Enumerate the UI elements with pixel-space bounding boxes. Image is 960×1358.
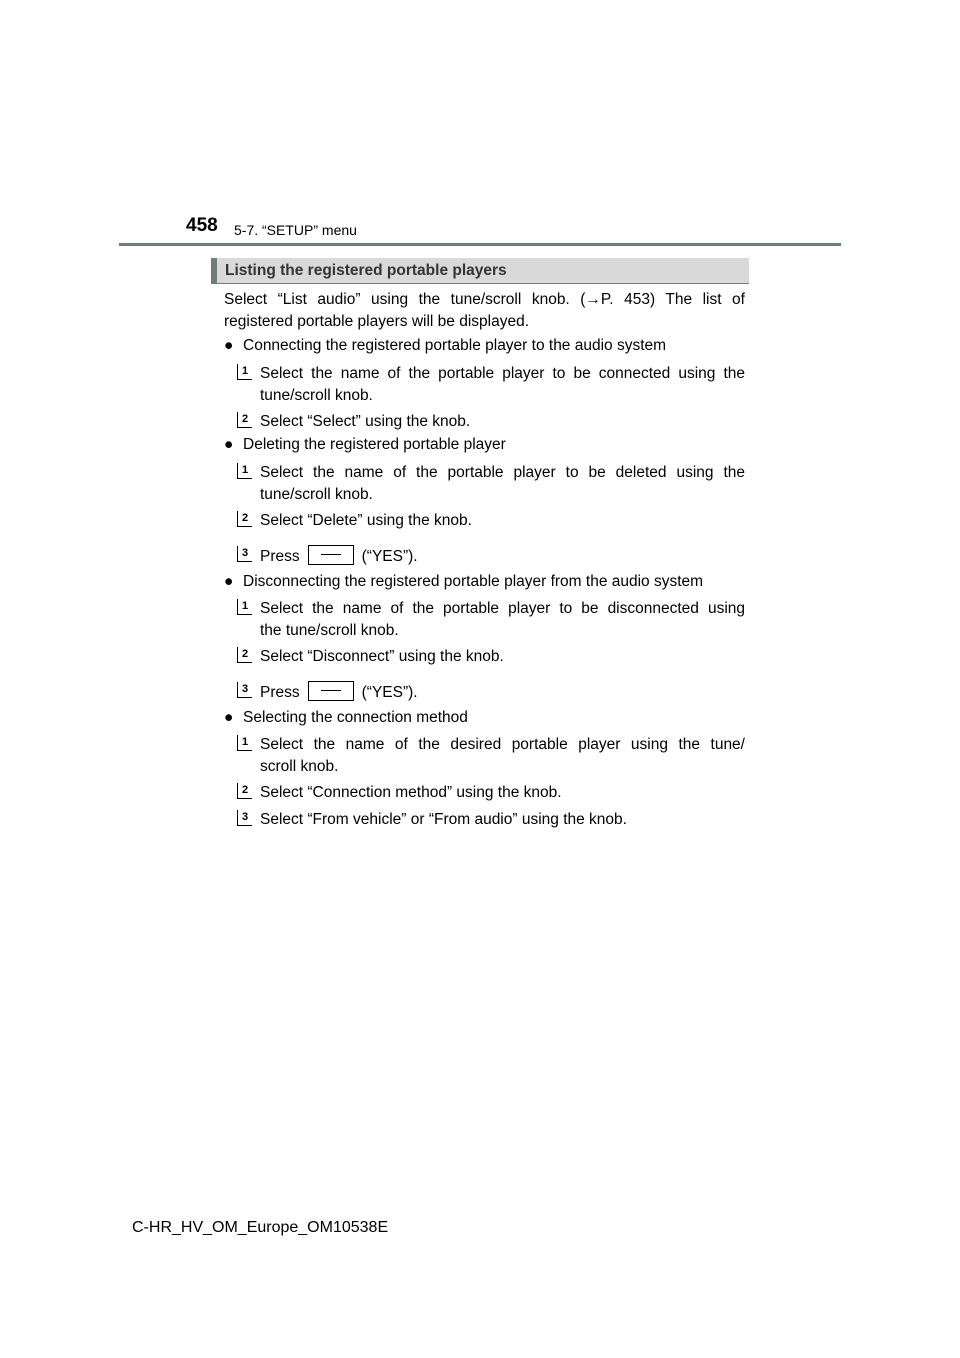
bullet-deleting <box>224 434 745 456</box>
bullet-disconnecting <box>224 571 745 593</box>
step-number-box: 1 <box>237 364 252 380</box>
step-number-box: 2 <box>237 647 252 663</box>
step-text <box>260 598 745 642</box>
step-line: Select the name of the portable player to be disconnected using <box>260 600 745 617</box>
step-line: Select “Delete” using the knob. <box>260 512 472 529</box>
yes-key-icon <box>308 681 354 701</box>
step-text <box>260 411 745 433</box>
subheading-bar <box>211 258 749 284</box>
bullet-dot: ● <box>224 436 234 453</box>
step-number-box: 2 <box>237 511 252 527</box>
bullet-dot: ● <box>224 573 234 590</box>
bullet-text: Selecting the connection method <box>243 709 468 726</box>
bullet-dot: ● <box>224 709 234 726</box>
step-text <box>260 681 745 704</box>
press-label: Press <box>260 548 300 565</box>
header-rule <box>119 243 841 246</box>
bullet-connection-method <box>224 707 745 729</box>
step-number-box: 1 <box>237 599 252 615</box>
step-number-box: 3 <box>237 810 252 826</box>
step-line: Select the name of the portable player to be deleted using the <box>260 464 745 481</box>
step-line: Select “From vehicle” or “From audio” using the knob. <box>260 811 627 828</box>
step-text <box>260 545 745 568</box>
subheading-title: Listing the registered portable players <box>225 262 507 279</box>
step-number-box: 1 <box>237 463 252 479</box>
step-number-box: 2 <box>237 783 252 799</box>
intro-line-2: registered portable players will be displayed. <box>224 313 529 330</box>
step-number-box: 3 <box>237 682 252 698</box>
bullet-text: Disconnecting the registered portable player from the audio system <box>243 573 704 590</box>
step-line: Select “Select” using the knob. <box>260 413 471 430</box>
step-text <box>260 646 745 668</box>
step-text <box>260 363 745 407</box>
step-line: Select the name of the portable player to be connected using the <box>260 365 745 382</box>
footer-document-id: C-HR_HV_OM_Europe_OM10538E <box>132 1219 389 1236</box>
step-text <box>260 809 745 831</box>
bullet-connecting <box>224 335 745 357</box>
step-line: Select “Disconnect” using the knob. <box>260 648 504 665</box>
press-after: (“YES”). <box>361 548 418 565</box>
press-after: (“YES”). <box>361 684 418 701</box>
step-text <box>260 462 745 506</box>
step-text <box>260 510 745 532</box>
step-number-box: 3 <box>237 546 252 562</box>
step-line: scroll knob. <box>260 758 339 775</box>
bullet-text: Deleting the registered portable player <box>243 436 506 453</box>
bullet-dot: ● <box>224 337 234 354</box>
intro-paragraph <box>224 289 745 333</box>
step-line: Select the name of the desired portable player using the tune/ <box>260 736 745 753</box>
step-text <box>260 782 745 804</box>
press-label: Press <box>260 684 300 701</box>
yes-key-icon <box>308 545 354 565</box>
step-number-box: 1 <box>237 735 252 751</box>
step-line: Select “Connection method” using the knob. <box>260 784 562 801</box>
step-text <box>260 734 745 778</box>
step-line: the tune/scroll knob. <box>260 622 399 639</box>
step-number-box: 2 <box>237 412 252 428</box>
section-title: 5-7. “SETUP” menu <box>234 222 357 238</box>
intro-line-1: Select “List audio” using the tune/scroll knob. (→P. 453) The list of <box>224 291 745 308</box>
bullet-text: Connecting the registered portable player to the audio system <box>243 337 667 354</box>
page-number: 458 <box>186 215 218 236</box>
step-line: tune/scroll knob. <box>260 387 373 404</box>
step-line: tune/scroll knob. <box>260 486 373 503</box>
